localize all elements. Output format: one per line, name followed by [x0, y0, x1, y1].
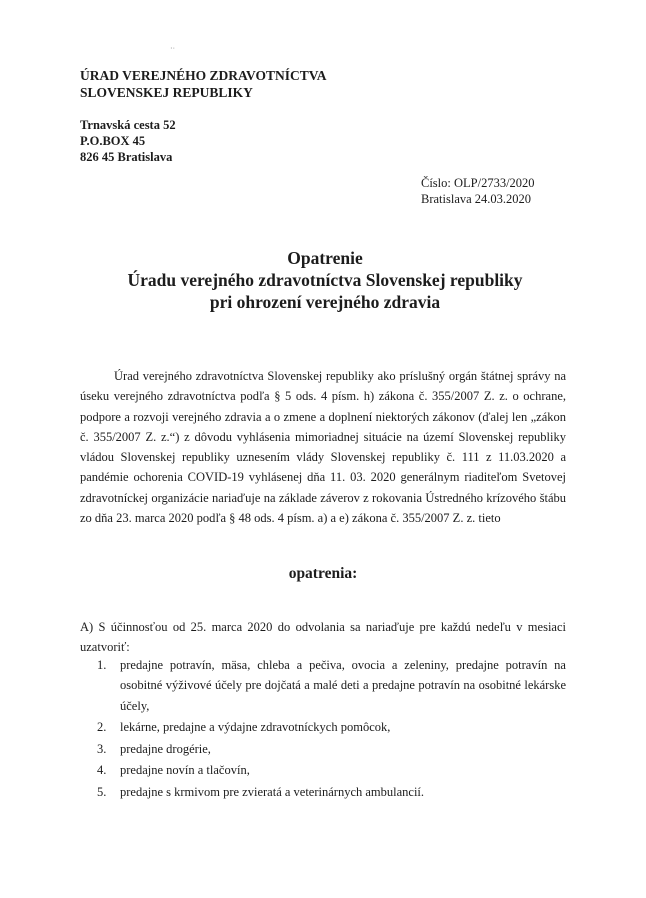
authority-address [80, 117, 176, 165]
title-line-1: Opatrenie [287, 248, 363, 268]
list-item [80, 655, 566, 716]
list-item-number: 2. [97, 720, 107, 735]
reference-block [421, 175, 535, 207]
list-item-number: 1. [97, 658, 107, 672]
list-item-number: 3. [97, 741, 107, 756]
scan-speck: ·ᐧ [170, 44, 175, 53]
address-street: Trnavská cesta 52 [80, 118, 176, 132]
reference-number: Číslo: OLP/2733/2020 [421, 176, 535, 190]
list-item-number: 4. [97, 763, 107, 778]
authority-line-1: ÚRAD VEREJNÉHO ZDRAVOTNÍCTVA [80, 68, 327, 83]
list-item-text: lekárne, predajne a výdajne zdravotníckych pomôcok, [120, 720, 391, 735]
list-item-text: predajne potravín, mäsa, chleba a pečiva, ovocia a zeleniny, predajne potravín na osobitné výživové účely pre dojčatá a malé deti a predajne potravín na osobitné lekárske účely, [120, 658, 566, 713]
preamble-paragraph [80, 366, 566, 528]
title-line-3: pri ohrození verejného zdravia [209, 292, 441, 312]
list-item [80, 739, 566, 759]
list-item-number: 5. [97, 784, 107, 799]
preamble-text: Úrad verejného zdravotníctva Slovenskej republiky ako príslušný orgán štátnej správy na úseku verejného zdravotníctva podľa § 5 ods. 4 písm. h) zákona č. 355/2007 Z. z. o ochrane, podpore a rozvoji verejného zdravia a o zmene a doplnení niektorých zákonov (ďalej len „zákon č. 355/2007 Z. z.“) z dôvodu vyhlásenia mimoriadnej situácie na území Slovenskej republiky vládou Slovenskej republiky uznesením vlády Slovenskej republiky č. 111 z 11.03.2020 a pandémie ochorenia COVID-19 vyhlásenej dňa 11. 03. 2020 generálnym riaditeľom Svetovej zdravotníckej organizácie nariaďuje na základe záverov z rokovania Ústredného krízového štábu zo dňa 23. marca 2020 podľa § 48 ods. 4 písm. a) a e) zákona č. 355/2007 Z. z. tieto [80, 369, 566, 526]
address-city: 826 45 Bratislava [80, 150, 173, 164]
address-pobox: P.O.BOX 45 [80, 134, 146, 148]
list-item [80, 760, 566, 780]
measures-heading: opatrenia: [288, 565, 358, 582]
clause-a: A) S účinnosťou od 25. marca 2020 do odvolania sa nariaďuje pre každú nedeľu v mesiaci uzatvoriť: [80, 620, 566, 655]
list-item-text: predajne s krmivom pre zvieratá a veterinárnych ambulancií. [120, 784, 425, 799]
authority-line-2: SLOVENSKEJ REPUBLIKY [80, 85, 253, 100]
list-item-text: predajne novín a tlačovín, [120, 763, 250, 778]
document-title [60, 247, 590, 313]
measures-list [80, 655, 566, 803]
list-item-text: predajne drogérie, [120, 741, 211, 756]
title-line-2: Úradu verejného zdravotníctva Slovenskej republiky [127, 270, 523, 290]
list-item [80, 782, 566, 802]
place-and-date: Bratislava 24.03.2020 [421, 192, 532, 206]
list-item [80, 717, 566, 737]
issuing-authority [80, 67, 327, 101]
